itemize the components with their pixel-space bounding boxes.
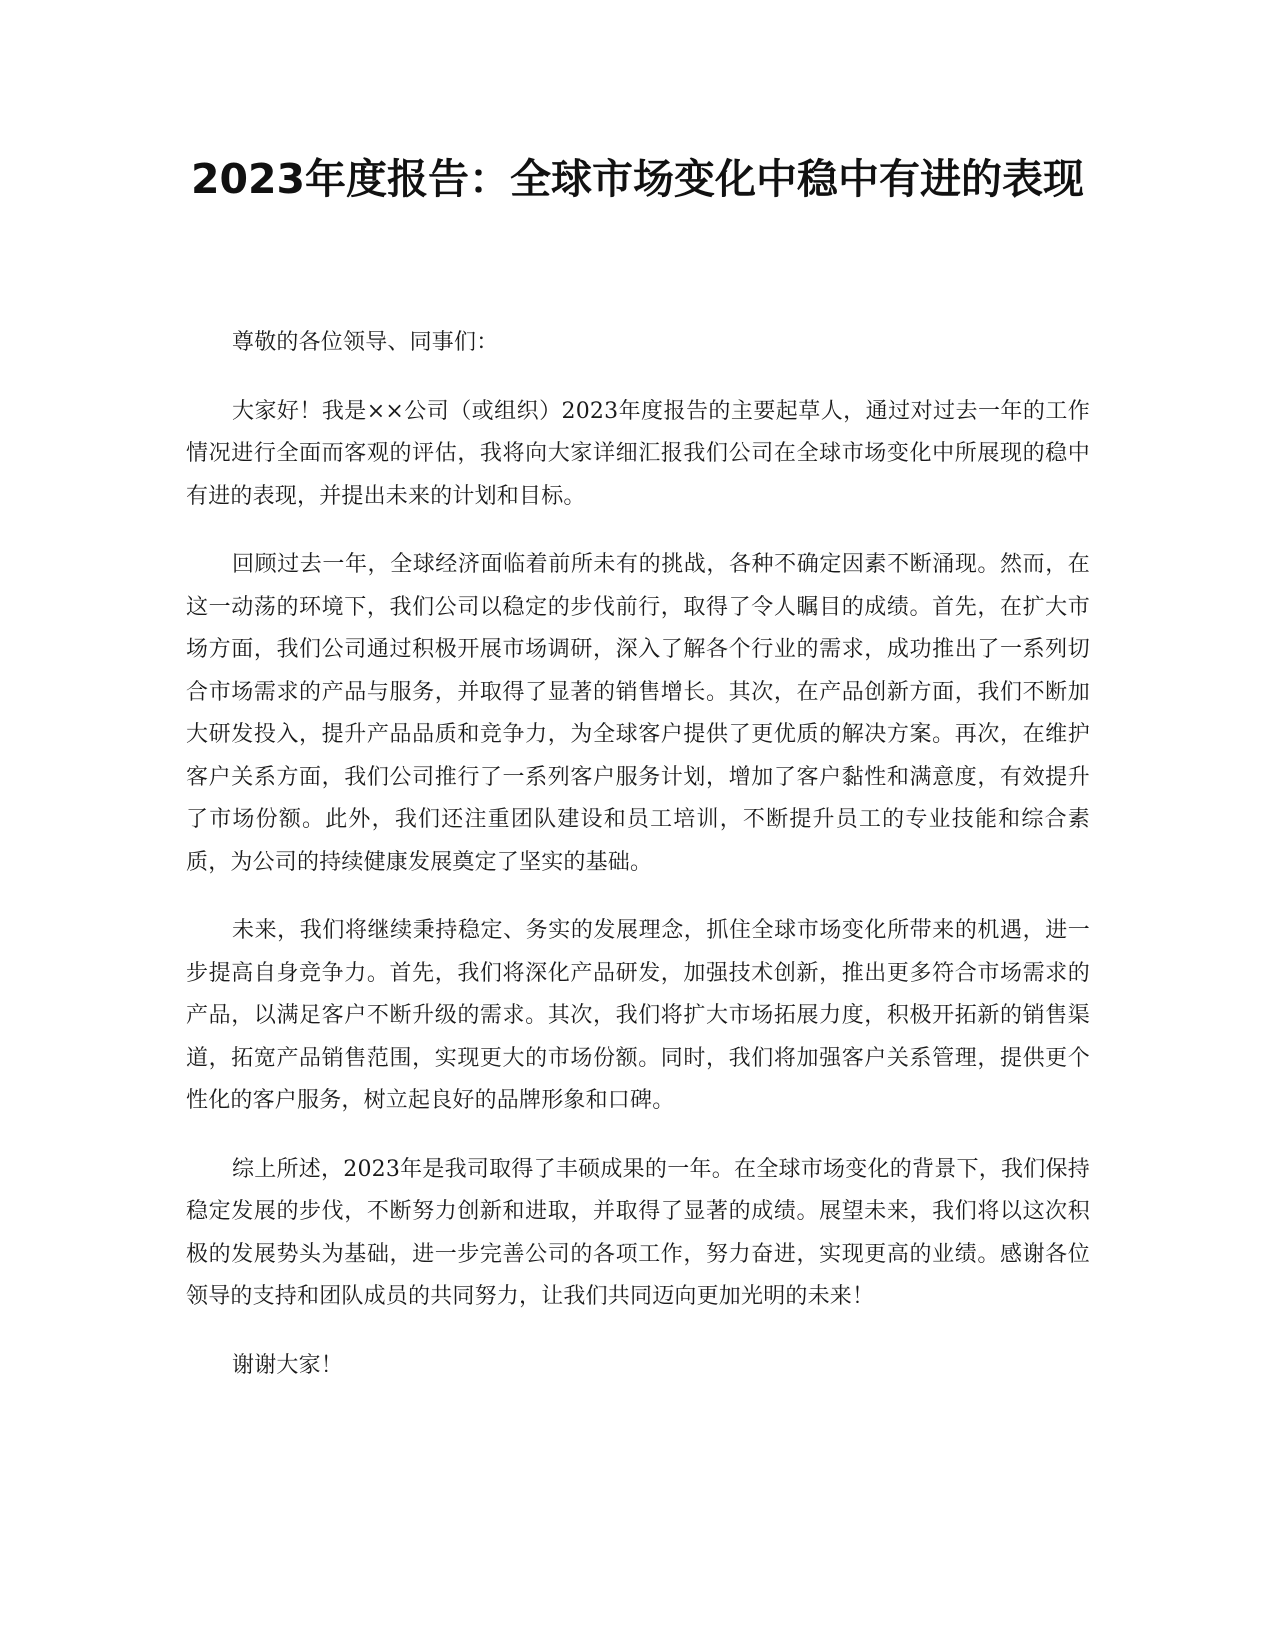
document-title: 2023年度报告：全球市场变化中稳中有进的表现 <box>190 155 1085 203</box>
paragraph-summary: 综上所述，2023年是我司取得了丰硕成果的一年。在全球市场变化的背景下，我们保持稳定发展的步伐，不断努力创新和进取，并取得了显著的成绩。展望未来，我们将以这次积极的发展势头为基础，进一步完善公司的各项工作，努力奋进，实现更高的业绩。感谢各位领导的支持和团队成员的共同努力，让我们共同迈向更加光明的未来！ <box>186 1156 1090 1309</box>
paragraph-future-plans: 未来，我们将继续秉持稳定、务实的发展理念，抓住全球市场变化所带来的机遇，进一步提高自身竞争力。首先，我们将深化产品研发，加强技术创新，推出更多符合市场需求的产品，以满足客户不断升级的需求。其次，我们将扩大市场拓展力度，积极开拓新的销售渠道，拓宽产品销售范围，实现更大的市场份额。同时，我们将加强客户关系管理，提供更个性化的客户服务，树立起良好的品牌形象和口碑。 <box>186 918 1090 1113</box>
paragraph-review: 回顾过去一年，全球经济面临着前所未有的挑战，各种不确定因素不断涌现。然而，在这一动荡的环境下，我们公司以稳定的步伐前行，取得了令人瞩目的成绩。首先，在扩大市场方面，我们公司通过积极开展市场调研，深入了解各个行业的需求，成功推出了一系列切合市场需求的产品与服务，并取得了显著的销售增长。其次，在产品创新方面，我们不断加大研发投入，提升产品品质和竞争力，为全球客户提供了更优质的解决方案。再次，在维护客户关系方面，我们公司推行了一系列客户服务计划，增加了客户黏性和满意度，有效提升了市场份额。此外，我们还注重团队建设和员工培训，不断提升员工的专业技能和综合素质，为公司的持续健康发展奠定了坚实的基础。 <box>186 552 1090 875</box>
document-body <box>186 322 1090 1413</box>
paragraph-salutation: 尊敬的各位领导、同事们： <box>232 330 499 355</box>
paragraph-closing: 谢谢大家！ <box>232 1352 344 1378</box>
paragraph-introduction: 大家好！我是××公司（或组织）2023年度报告的主要起草人，通过对过去一年的工作情况进行全面而客观的评估，我将向大家详细汇报我们公司在全球市场变化中所展现的稳中有进的表现，并提出未来的计划和目标。 <box>186 398 1090 509</box>
